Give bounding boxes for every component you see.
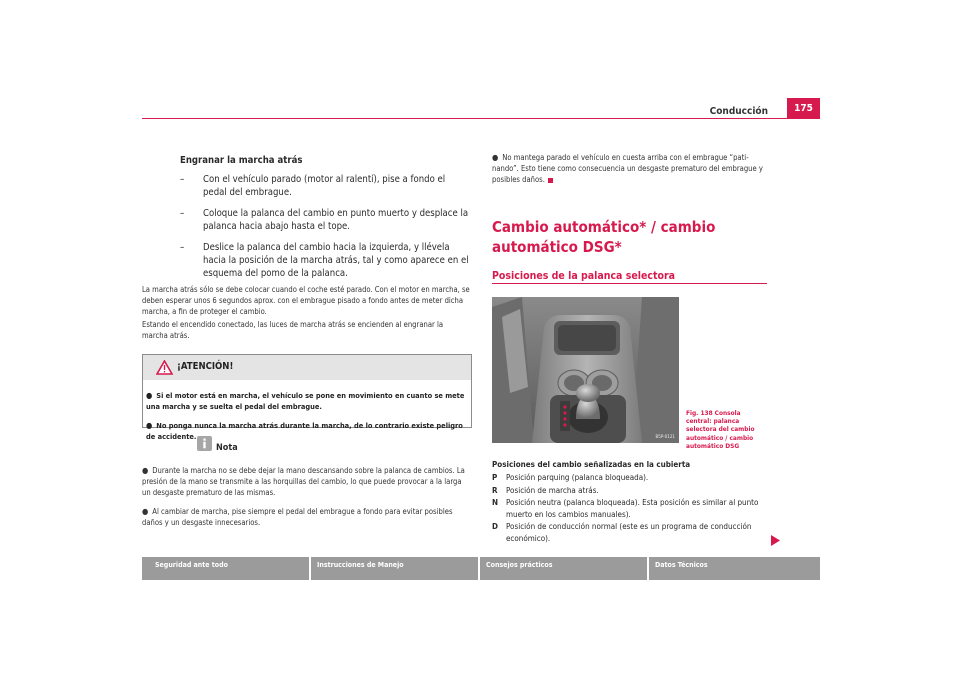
position-text: Posición de marcha atrás. <box>506 485 599 495</box>
position-row-r <box>492 485 770 497</box>
warning-header <box>143 355 471 380</box>
continued-bullet <box>492 152 770 186</box>
position-key: D <box>492 522 498 531</box>
position-key: N <box>492 498 499 507</box>
bullet-icon: ● <box>492 153 499 162</box>
position-row-p <box>492 472 770 484</box>
footer-tab-consejos[interactable]: Consejos prácticos <box>486 561 553 569</box>
paragraph: Estando el encendido conectado, las luces de marcha atrás se encienden al engranar la marcha atrás. <box>142 320 444 341</box>
left-column <box>180 155 470 285</box>
position-key: P <box>492 473 498 482</box>
dash-icon: – <box>180 207 185 219</box>
chapter-title: Conducción <box>709 106 768 117</box>
figure-image <box>492 297 679 443</box>
section-end-icon <box>548 178 553 183</box>
subsection-rule <box>492 283 767 284</box>
note-item <box>142 465 470 499</box>
step-text: Con el vehículo parado (motor al ralentí), pise a fondo el pedal del embrague. <box>203 173 446 198</box>
subsection-title: Posiciones de la palanca selectora <box>492 270 676 282</box>
position-text: Posición neutra (palanca bloqueada). Esta posición es similar al punto muerto en los cambios manuales). <box>506 498 759 519</box>
warning-body <box>143 380 471 453</box>
figure-caption: Fig. 138 Consola central: palanca selectora del cambio automático / cambio automático DSG <box>686 409 755 450</box>
position-row-d <box>492 521 770 544</box>
paragraph: La marcha atrás sólo se debe colocar cuando el coche esté parado. Con el motor en marcha, se deben esperar unos 6 segundos aprox. con el embrague pisado a fondo antes de meter dicha marcha, a fin de proteger el cambio. <box>142 285 470 317</box>
note-item-text: Al cambiar de marcha, pise siempre el pedal del embrague a fondo para evitar posibles daños y un desgaste innecesarios. <box>142 506 453 527</box>
section-title: Cambio automático* / cambio automático DSG* <box>492 218 716 256</box>
next-page-arrow-icon[interactable] <box>771 535 780 546</box>
page-number: 175 <box>787 98 820 118</box>
warning-item-text: No ponga nunca la marcha atrás durante la marcha, de lo contrario existe peligro de accidente. <box>146 420 463 441</box>
footer-nav <box>142 557 820 580</box>
footer-tab-datos[interactable]: Datos Técnicos <box>655 561 708 569</box>
info-i-icon <box>197 436 212 451</box>
note-item <box>142 506 470 528</box>
note-item-text: Durante la marcha no se debe dejar la mano descansando sobre la palanca de cambios. La presión de la mano se transmite a las horquillas del cambio, lo que puede provocar a la larga un desgaste prematuro de las mismas. <box>142 465 465 497</box>
bullet-icon: ● <box>146 420 153 430</box>
footer-divider <box>478 557 480 580</box>
footer-divider <box>309 557 311 580</box>
footer-tab-instrucciones[interactable]: Instrucciones de Manejo <box>317 561 404 569</box>
position-text: Posición parquing (palanca bloqueada). <box>506 473 649 482</box>
warning-triangle-icon <box>156 360 173 375</box>
figure-code: B5P-0121 <box>655 435 675 440</box>
section-heading-reverse: Engranar la marcha atrás <box>180 155 303 166</box>
dash-icon: – <box>180 241 185 253</box>
step-text: Coloque la palanca del cambio en punto muerto y desplace la palanca hacia abajo hasta el tope. <box>203 207 469 232</box>
step-item <box>180 173 470 199</box>
step-item <box>180 241 470 280</box>
footer-tab-seguridad[interactable]: Seguridad ante todo <box>155 561 228 569</box>
note-title: Nota <box>216 443 238 453</box>
footer-divider <box>647 557 649 580</box>
warning-item <box>146 420 465 442</box>
position-row-n <box>492 497 770 520</box>
position-text: Posición de conducción normal (este es un programa de conducción económico). <box>506 522 752 543</box>
warning-box <box>142 354 472 441</box>
gear-selector-illustration <box>492 297 679 443</box>
note-icon <box>197 436 212 451</box>
step-text: Deslice la palanca del cambio hacia la izquierda, y llévela hacia la posición de la marcha atrás, tal y como aparece en el esquema del pomo de la palanca. <box>203 241 469 279</box>
bullet-text: No mantega parado el vehículo en cuesta arriba con el embrague “pati-nando”. Esto tiene como consecuencia un desgaste prematuro del embrague y posibles daños. <box>492 153 763 185</box>
positions-heading: Posiciones del cambio señalizadas en la cubierta <box>492 460 691 469</box>
bullet-icon: ● <box>142 506 149 516</box>
dash-icon: – <box>180 173 185 185</box>
warning-title: ¡ATENCIÓN! <box>177 361 234 372</box>
position-key: R <box>492 485 498 495</box>
header-rule <box>142 118 820 119</box>
positions-list <box>492 472 770 544</box>
bullet-icon: ● <box>142 465 149 475</box>
warning-item-text: Si el motor está en marcha, el vehículo se pone en movimiento en cuanto se mete una marcha y se suelta el pedal del embrague. <box>146 391 465 412</box>
warning-item <box>146 390 465 412</box>
note-body <box>142 457 470 536</box>
bullet-icon: ● <box>146 391 153 401</box>
step-item <box>180 207 470 233</box>
